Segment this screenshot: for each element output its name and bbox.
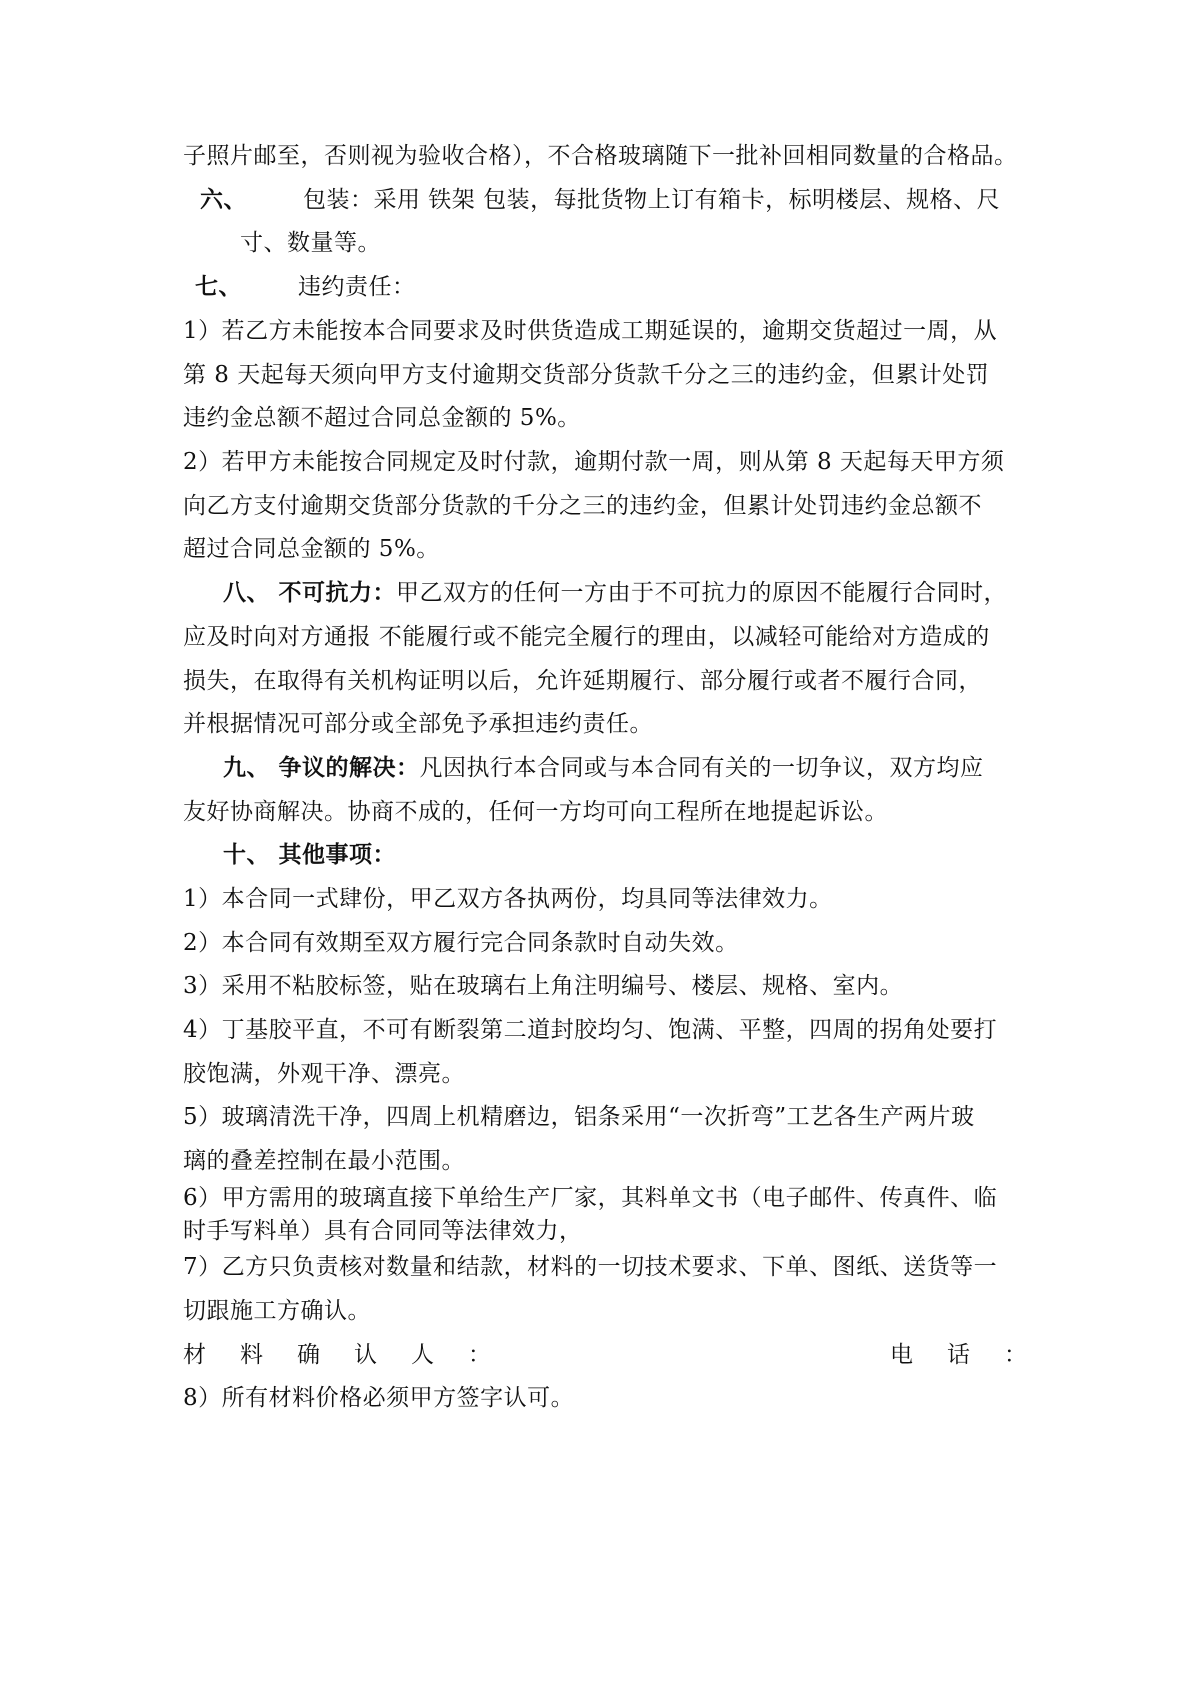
section-7-item-2-line: 2）若甲方未能按合同规定及时付款，逾期付款一周，则从第 8 天起每天甲方须 xyxy=(183,449,1005,475)
material-confirmer-label: 材料确认人： xyxy=(183,1342,525,1368)
section-9-line: 友好协商解决。协商不成的，任何一方均可向工程所在地提起诉讼。 xyxy=(183,799,888,825)
section-6-heading-line xyxy=(200,184,1040,216)
section-10-item-3: 3）采用不粘胶标签，贴在玻璃右上角注明编号、楼层、规格、室内。 xyxy=(183,973,904,999)
section-10-item-7-line: 7）乙方只负责核对数量和结款，材料的一切技术要求、下单、图纸、送货等一 xyxy=(183,1254,998,1280)
section-10-item-5-line: 5）玻璃清洗干净，四周上机精磨边，铝条采用“一次折弯”工艺各生产两片玻 xyxy=(183,1104,975,1130)
section-6-text: 包装：采用 铁架 包装，每批货物上订有箱卡，标明楼层、规格、尺 xyxy=(303,187,1001,213)
section-6-number: 六、 xyxy=(200,186,247,213)
section-7-item-1-line: 1）若乙方未能按本合同要求及时供货造成工期延误的，逾期交货超过一周，从 xyxy=(183,318,998,344)
section-8-line: 损失，在取得有关机构证明以后，允许延期履行、部分履行或者不履行合同， xyxy=(183,668,982,694)
section-8-text: 甲乙双方的任何一方由于不可抗力的原因不能履行合同时， xyxy=(396,580,1008,606)
section-10-item-6-line: 时手写料单）具有合同同等法律效力， xyxy=(183,1218,583,1244)
section-9-title: 九、 争议的解决： xyxy=(223,754,420,781)
section-8-line: 应及时向对方通报 不能履行或不能完全履行的理由，以减轻可能给对方造成的 xyxy=(183,624,990,650)
phone-label: 电话： xyxy=(890,1342,1061,1368)
section-8-first-line xyxy=(223,577,1063,609)
section-10-item-1: 1）本合同一式肆份，甲乙双方各执两份，均具同等法律效力。 xyxy=(183,886,833,912)
section-10-item-7-line: 切跟施工方确认。 xyxy=(183,1298,371,1324)
section-7-number: 七、 xyxy=(195,273,242,300)
section-7-item-1-line: 违约金总额不超过合同总金额的 5%。 xyxy=(183,405,581,431)
section-7-heading-line xyxy=(195,271,1035,303)
section-10-title: 十、 其他事项： xyxy=(223,841,397,868)
section-6-continuation: 寸、数量等。 xyxy=(240,230,381,256)
section-7-item-2-line: 向乙方支付逾期交货部分货款的千分之三的违约金，但累计处罚违约金总额不 xyxy=(183,493,982,519)
paragraph-line: 子照片邮至，否则视为验收合格），不合格玻璃随下一批补回相同数量的合格品。 xyxy=(183,143,1018,169)
section-10-item-5-line: 璃的叠差控制在最小范围。 xyxy=(183,1148,465,1174)
section-10-item-6-line: 6）甲方需用的玻璃直接下单给生产厂家，其料单文书（电子邮件、传真件、临 xyxy=(183,1185,998,1211)
section-7-item-2-line: 超过合同总金额的 5%。 xyxy=(183,536,440,562)
section-10-item-4-line: 4）丁基胶平直，不可有断裂第二道封胶均匀、饱满、平整，四周的拐角处要打 xyxy=(183,1017,998,1043)
section-9-first-line xyxy=(223,752,1063,784)
section-9-text: 凡因执行本合同或与本合同有关的一切争议，双方均应 xyxy=(419,755,984,781)
section-10-item-4-line: 胶饱满，外观干净、漂亮。 xyxy=(183,1061,465,1087)
section-7-title: 违约责任： xyxy=(298,274,416,300)
section-10-item-2: 2）本合同有效期至双方履行完合同条款时自动失效。 xyxy=(183,930,739,956)
section-8-line: 并根据情况可部分或全部免予承担违约责任。 xyxy=(183,711,653,737)
section-10-item-8: 8）所有材料价格必须甲方签字认可。 xyxy=(183,1385,575,1411)
section-7-item-1-line: 第 8 天起每天须向甲方支付逾期交货部分货款千分之三的违约金，但累计处罚 xyxy=(183,362,990,388)
section-8-title: 八、 不可抗力： xyxy=(223,579,397,606)
